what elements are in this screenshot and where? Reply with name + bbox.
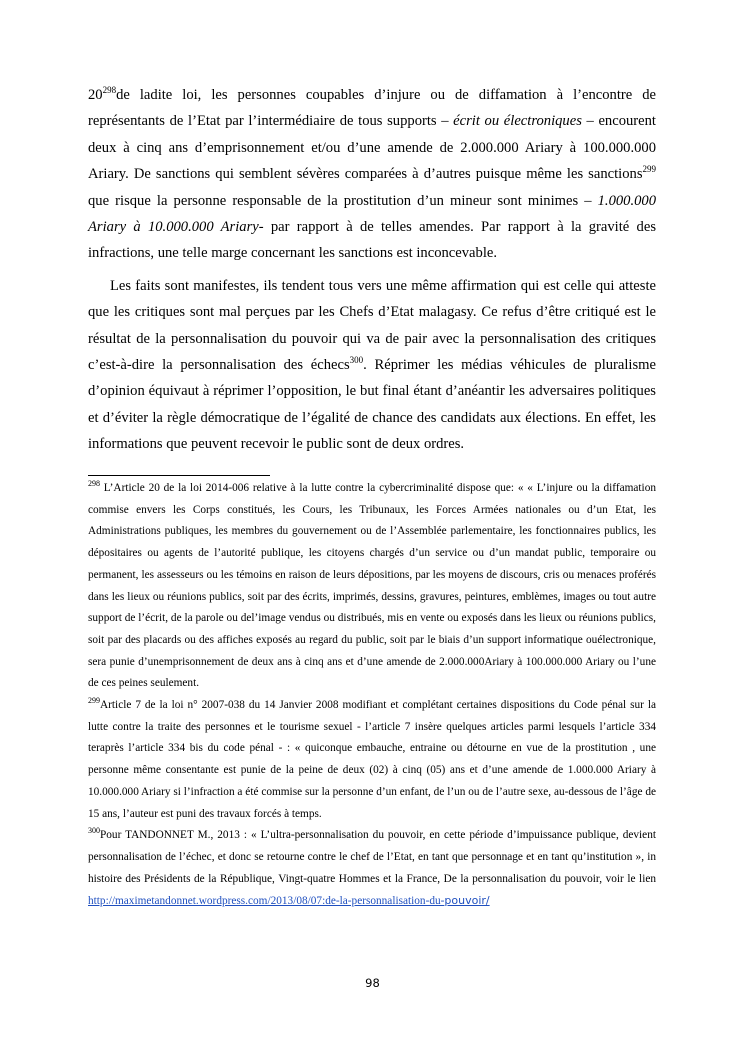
footnote-link-text: http://maximetandonnet.wordpress.com/2013/08/07:de-la-personnalisation-du- [88, 895, 445, 908]
footnote-number: 299 [88, 696, 100, 706]
footnote-link-tail: pouvoir/ [444, 894, 490, 908]
footnote-text: Article 7 de la loi n° 2007-038 du 14 Janvier 2008 modifiant et complétant certaines dispositions du Code pénal sur la lutte contre la traite des personnes et le tourisme sexuel - l’article 7 insère quelques articles parmi lesquels l’article 334 teraprès l’article 334 bis du code pénal - : « quiconque embauche, entraine ou détourne en vue de la prostitution , une personne même consentante est punie de la peine de deux (02) à cinq (05) ans et d’une amende de 1.000.000 Ariary à 10.000.000 Ariary si l’infraction a été commise sur la personne d’un enfant, de l’un ou de l’autre sexe, au-dessous de l’âge de 15 ans, l’auteur est puni des travaux forcés à temps. [88, 699, 656, 820]
paragraph-1-text-d: - par rapport à de telles amendes. Par rapport à la gravité des infractions, une telle marge concernant les sanctions est inconcevable. [88, 219, 656, 262]
page-number: 98 [365, 976, 380, 990]
footnote-number: 300 [88, 826, 100, 836]
paragraph-2 [88, 273, 656, 458]
paragraph-2-text-b: . Réprimer les médias véhicules de pluralisme d’opinion équivaut à réprimer l’opposition, le but final étant d’anéantir les adversaires politiques et d’éviter la règle démocratique de l’égalité de chance des candidats aux élections. En effet, les informations que peuvent recevoir le public sont de deux ordres. [88, 357, 656, 453]
footnote-text: L’Article 20 de la loi 2014-006 relative à la lutte contre la cybercriminalité dispose que: « « L’injure ou la diffamation commise envers les Corps constitués, les Cours, les Tribunaux, les Forces Armées nationales ou d’un Etat, les Administrations publiques, les membres du gouvernement ou de l’Assemblée parlementaire, les fonctionnaires publics, les dépositaires ou agents de l’autorité publique, les citoyens chargés d’un service ou d’un mandat public, temporaire ou permanent, les assesseurs ou les témoins en raison de leurs dépositions, par les moyens de discours, cris ou menaces proférés dans les lieux ou réunions publics, soit par des écrits, imprimés, dessins, gravures, peintures, emblèmes, images ou tout autre support de l’écrit, de la parole ou del’image vendus ou distribués, mis en vente ou exposés dans les lieux ou réunions publics, soit par des placards ou des affiches exposés au regard du public, soit par le biais d’un support informatique ouélectronique, sera punie d’unemprisonnement de deux ans à cinq ans et d’une amende de 2.000.000Ariary à 100.000.000 Ariary ou l’une de ces peines seulement. [88, 482, 656, 690]
footnote-link[interactable] [88, 895, 490, 907]
footnote-299 [88, 695, 656, 825]
paragraph-1-emphasis-a: écrit ou électroniques [453, 113, 582, 130]
paragraph-1-text-c: que risque la personne responsable de la prostitution d’un mineur sont minimes – [88, 192, 598, 209]
paragraph-1-emphasis-b: 1.000.000 Ariary à 10.000.000 Ariary [88, 192, 656, 236]
footnotes [88, 478, 656, 913]
paragraph-1-lead: 20 [88, 87, 103, 103]
footnote-300 [88, 825, 656, 913]
body-text [88, 82, 656, 458]
footnote-298 [88, 478, 656, 695]
footnote-ref-298[interactable]: 298 [102, 85, 117, 96]
footnote-ref-300[interactable]: 300 [349, 355, 364, 366]
footnote-text: Pour TANDONNET M., 2013 : « L’ultra-personnalisation du pouvoir, en cette période d’impuissance publique, devient personnalisation de l’échec, et donc se retourne contre le chef de l’Etat, en tant que personnage et en tant qu’institution », in histoire des Présidents de la République, Vingt-quatre Hommes et la France, De la personnalisation du pouvoir, voir le lien [88, 829, 656, 885]
paragraph-1-text-a: de ladite loi, les personnes coupables d’injure ou de diffamation à l’encontre de représentants de l’Etat par l’intermédiaire de tous supports – [88, 87, 656, 130]
paragraph-2-text-a: Les faits sont manifestes, ils tendent tous vers une même affirmation qui est celle qui atteste que les critiques sont mal perçues par les Chefs d’Etat malagasy. Ce refus d’être critiqué est le résultat de la personnalisation du pouvoir qui va de pair avec la personnalisation des critiques c’est-à-dire la personnalisation des échecs [88, 277, 656, 374]
paragraph-1-text-b: – encourent deux à cinq ans d’emprisonnement et/ou d’une amende de 2.000.000 Ariary à 100.000.000 Ariary. De sanctions qui semblent sévères comparées à d’autres puisque même les sanctions [88, 113, 656, 183]
footnote-ref-299[interactable]: 299 [642, 164, 656, 175]
footnote-number: 298 [88, 479, 100, 489]
footnote-separator [88, 475, 270, 476]
paragraph-1 [88, 82, 656, 267]
